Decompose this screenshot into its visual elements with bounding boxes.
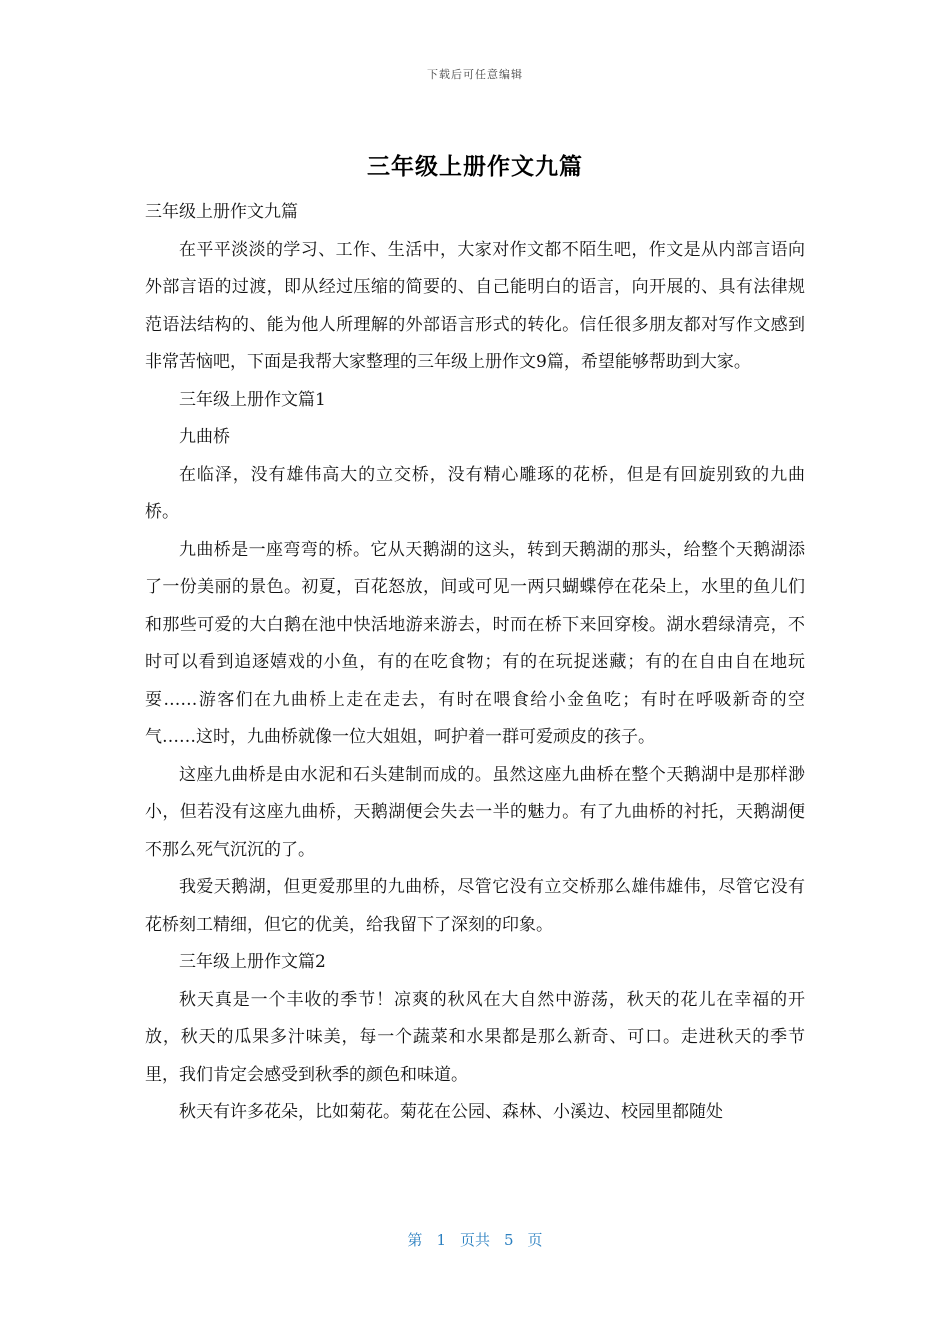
footer-label-of: 页共 — [459, 1231, 490, 1249]
document-body — [145, 194, 805, 1132]
paragraph: 三年级上册作文九篇 — [145, 202, 298, 222]
essay-title: 九曲桥 — [179, 427, 230, 447]
section-heading: 三年级上册作文篇1 — [179, 389, 326, 410]
paragraph: 九曲桥是一座弯弯的桥。它从天鹅湖的这头，转到天鹅湖的那头，给整个天鹅湖添了一份美丽的景色。初夏，百花怒放，间或可见一两只蝴蝶停在花朵上，水里的鱼儿们和那些可爱的大白鹅在池中快活地游来游去，时而在桥下来回穿梭。湖水碧绿清亮，不时可以看到追逐嬉戏的小鱼，有的在吃食物；有的在玩捉迷藏；有的在自由自在地玩耍……游客们在九曲桥上走在走去，有时在喂食给小金鱼吃；有时在呼吸新奇的空气……这时，九曲桥就像一位大姐姐，呵护着一群可爱顽皮的孩子。 — [145, 539, 805, 747]
footer-label-pages: 页 — [527, 1231, 543, 1249]
paragraph: 秋天真是一个丰收的季节！凉爽的秋风在大自然中游荡，秋天的花儿在幸福的开放，秋天的瓜果多汁味美，每一个蔬菜和水果都是那么新奇、可口。走进秋天的季节里，我们肯定会感受到秋季的颜色和味道。 — [145, 989, 805, 1085]
paragraph: 这座九曲桥是由水泥和石头建制而成的。虽然这座九曲桥在整个天鹅湖中是那样渺小，但若没有这座九曲桥，天鹅湖便会失去一半的魅力。有了九曲桥的衬托，天鹅湖便不那么死气沉沉的了。 — [145, 764, 805, 860]
document-title: 三年级上册作文九篇 — [367, 154, 583, 180]
page-footer — [0, 1229, 950, 1250]
footer-label-page: 第 — [407, 1231, 423, 1249]
paragraph: 在平平淡淡的学习、工作、生活中，大家对作文都不陌生吧，作文是从内部言语向外部言语的过渡，即从经过压缩的简要的、自己能明白的语言，向开展的、具有法律规范语法结构的、能为他人所理解的外部语言形式的转化。信任很多朋友都对写作文感到非常苦恼吧，下面是我帮大家整理的三年级上册作文9篇，希望能够帮助到大家。 — [145, 239, 805, 372]
paragraph: 秋天有许多花朵，比如菊花。菊花在公园、森林、小溪边、校园里都随处 — [179, 1102, 723, 1122]
section-heading: 三年级上册作文篇2 — [179, 952, 326, 972]
footer-current-page: 1 — [436, 1231, 446, 1249]
paragraph: 在临泽，没有雄伟高大的立交桥，没有精心雕琢的花桥，但是有回旋别致的九曲桥。 — [145, 464, 805, 522]
header-note: 下载后可任意编辑 — [427, 68, 523, 81]
footer-total-pages: 5 — [504, 1231, 514, 1249]
paragraph: 我爱天鹅湖，但更爱那里的九曲桥，尽管它没有立交桥那么雄伟雄伟，尽管它没有花桥刻工精细，但它的优美，给我留下了深刻的印象。 — [145, 877, 805, 935]
